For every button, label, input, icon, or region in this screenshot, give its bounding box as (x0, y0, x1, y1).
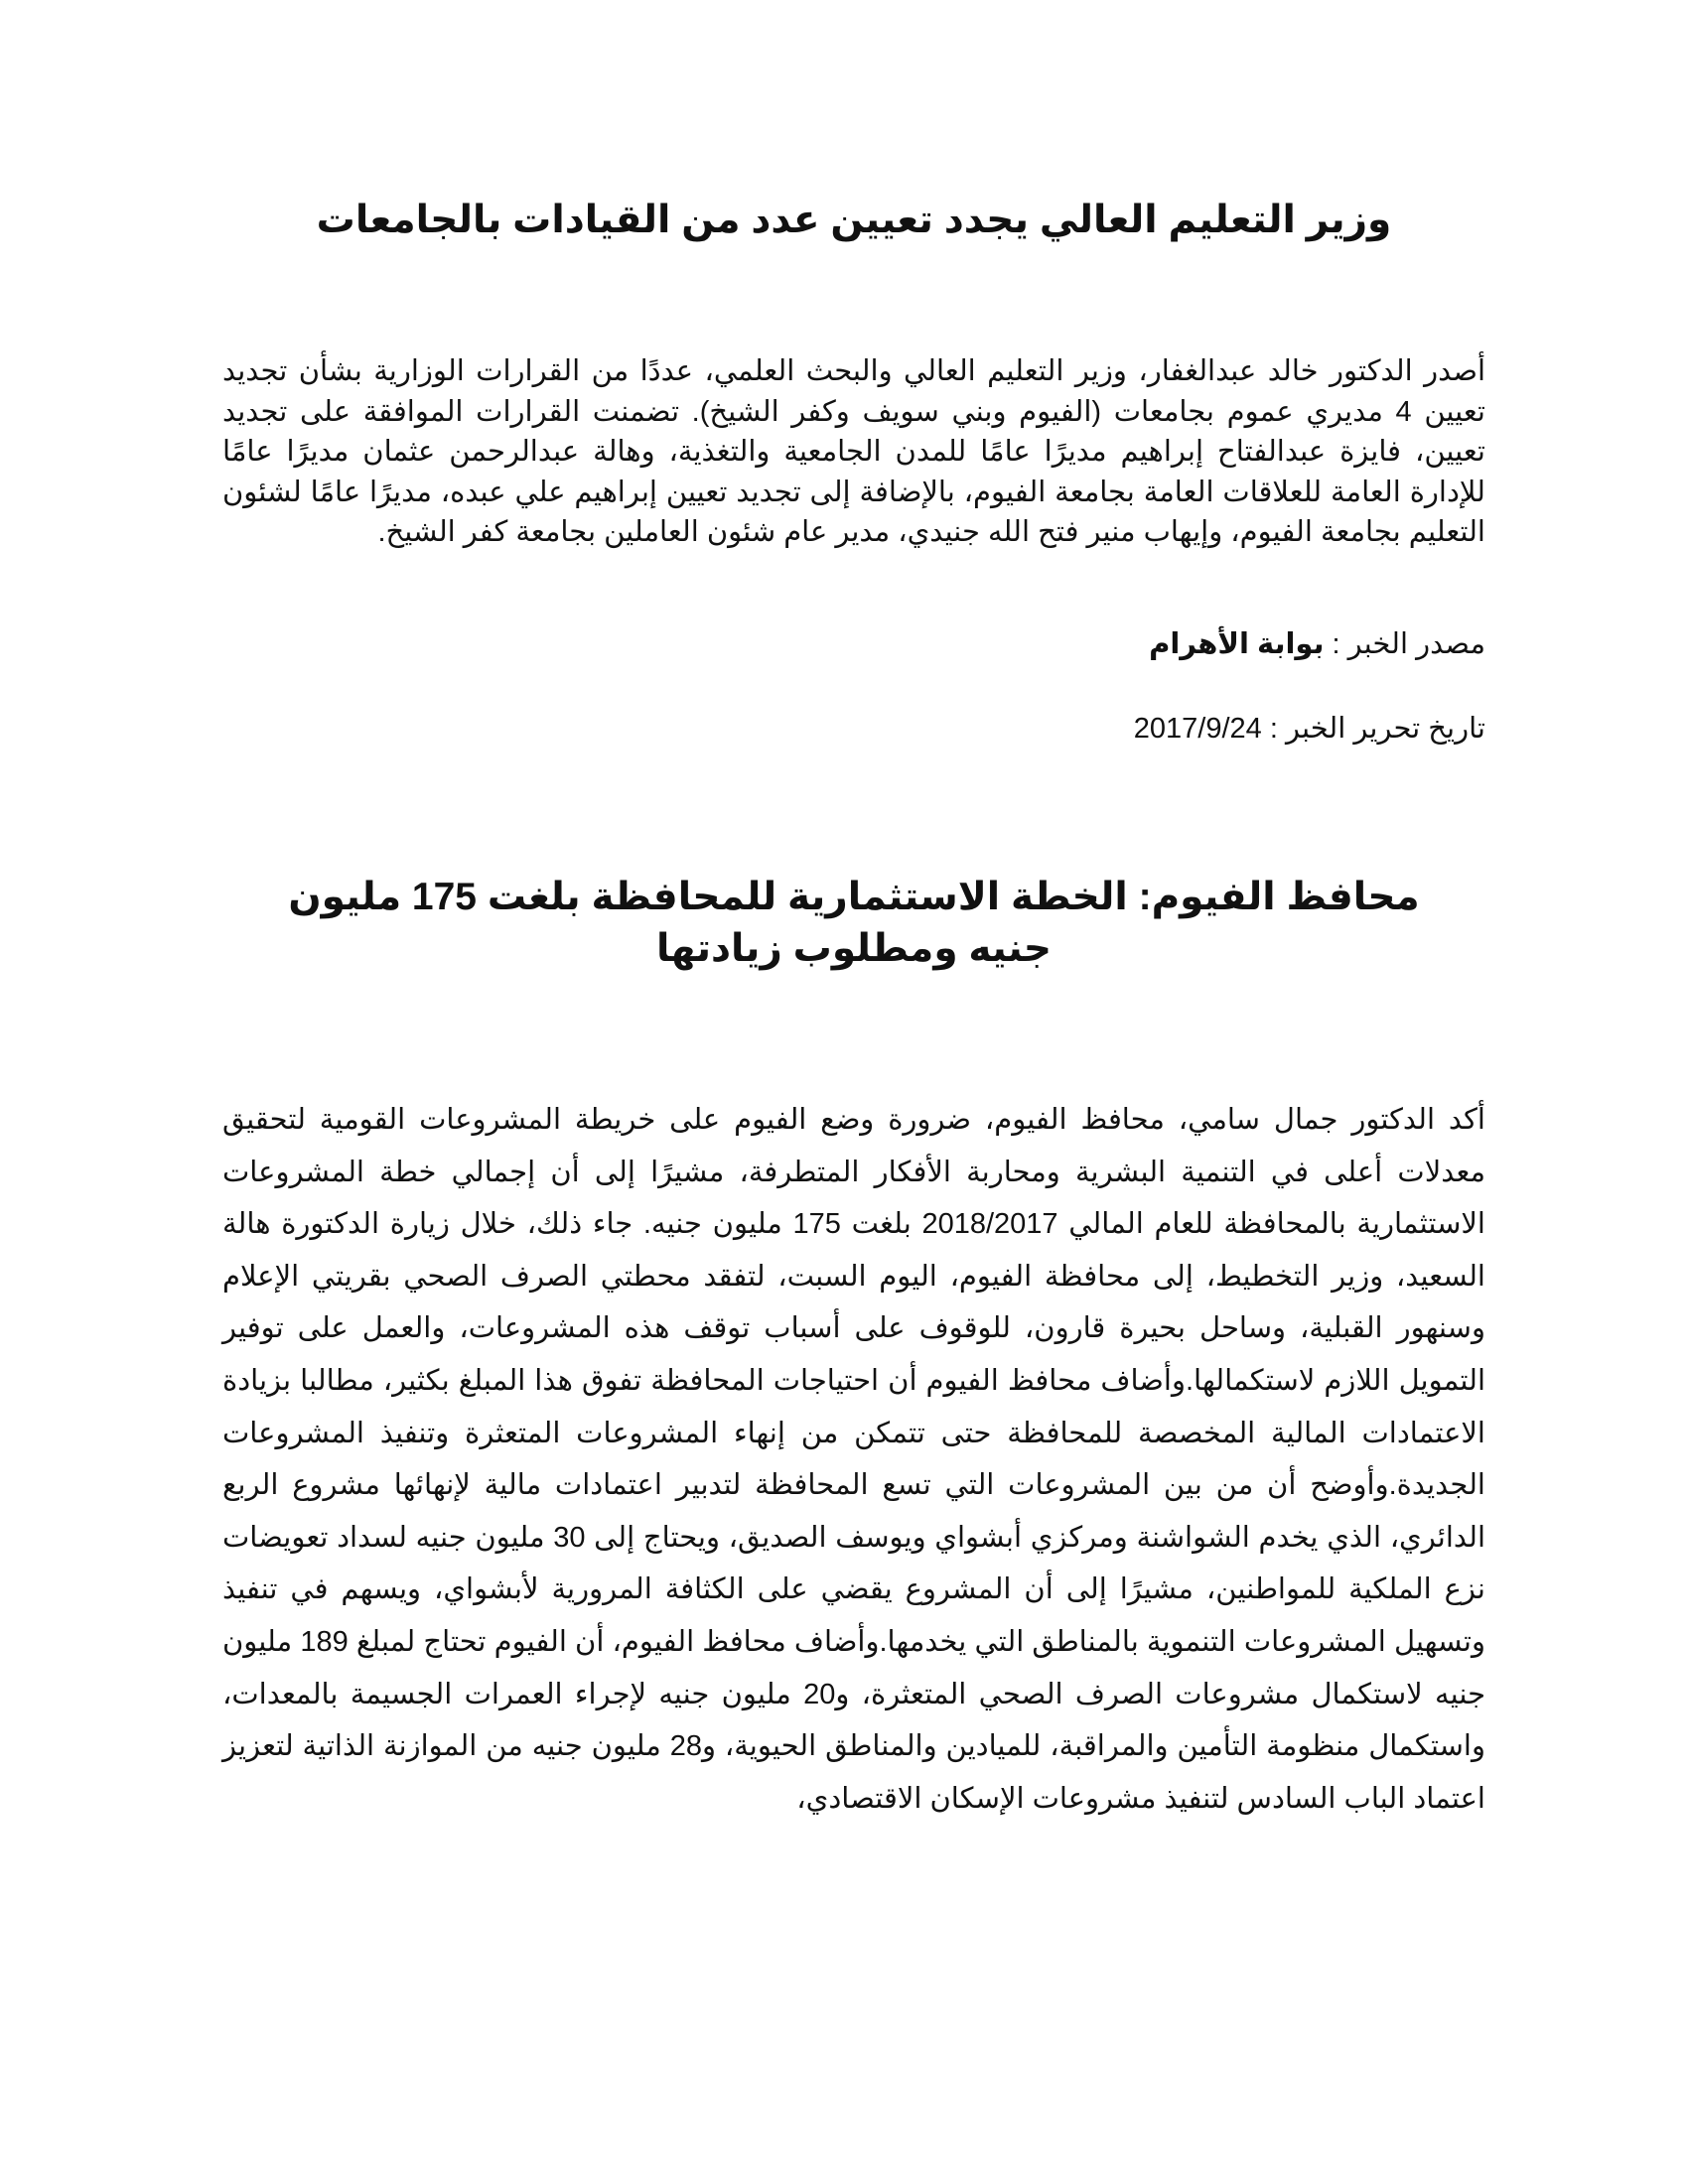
article-headline: وزير التعليم العالي يجدد تعيين عدد من القيادات بالجامعات (316, 199, 1392, 241)
news-source-label: مصدر الخبر : (1324, 628, 1485, 660)
article-body: أكد الدكتور جمال سامي، محافظ الفيوم، ضرورة وضع الفيوم على خريطة المشروعات القومية لتحقيق معدلات أعلى في التنمية البشرية ومحاربة الأفكار المتطرفة، مشيرًا إلى أن إجمالي خطة المشروعات الاستثمارية بالمحافظة للعام المالي 2018/2017 بلغت 175 مليون جنيه. جاء ذلك، خلال زيارة الدكتورة هالة السعيد، وزير التخطيط، إلى محافظة الفيوم، اليوم السبت، لتفقد محطتي الصرف الصحي بقريتي الإعلام وسنهور القبلية، وساحل بحيرة قارون، للوقوف على أسباب توقف هذه المشروعات، والعمل على توفير التمويل اللازم لاستكمالها.وأضاف محافظ الفيوم أن احتياجات المحافظة تفوق هذا المبلغ بكثير، مطالبا بزيادة الاعتمادات المالية المخصصة للمحافظة حتى تتمكن من إنهاء المشروعات المتعثرة وتنفيذ المشروعات الجديدة.وأوضح أن من بين المشروعات التي تسع المحافظة لتدبير اعتمادات مالية لإنهائها مشروع الربع الدائري، الذي يخدم الشواشنة ومركزي أبشواي ويوسف الصديق، ويحتاج إلى 30 مليون جنيه لسداد تعويضات نزع الملكية للمواطنين، مشيرًا إلى أن المشروع يقضي على الكثافة المرورية لأبشواي، ويسهم في تنفيذ وتسهيل المشروعات التنموية بالمناطق التي يخدمها.وأضاف محافظ الفيوم، أن الفيوم تحتاج لمبلغ 189 مليون جنيه لاستكمال مشروعات الصرف الصحي المتعثرة، و20 مليون جنيه لإجراء العمرات الجسيمة بالمعدات، واستكمال منظومة التأمين والمراقبة، للميادين والمناطق الحيوية، و28 مليون جنيه من الموازنة الذاتية لتعزيز اعتماد الباب السادس لتنفيذ مشروعات الإسكان الاقتصادي، (222, 1104, 1485, 1815)
news-article-2 (222, 872, 1485, 1815)
article-body: أصدر الدكتور خالد عبدالغفار، وزير التعليم العالي والبحث العلمي، عددًا من القرارات الوزارية بشأن تجديد تعيين 4 مديري عموم بجامعات (الفيوم وبني سويف وكفر الشيخ). تضمنت القرارات الموافقة على تجديد تعيين، فايزة عبدالفتاح إبراهيم مديرًا عامًا للمدن الجامعية والتغذية، وهالة عبدالرحمن عثمان مديرًا عامًا للإدارة العامة للعلاقات العامة بجامعة الفيوم، بالإضافة إلى تجديد تعيين إبراهيم علي عبده، مديرًا عامًا لشئون التعليم بجامعة الفيوم، وإيهاب منير فتح الله جنيدي، مدير عام شئون العاملين بجامعة كفر الشيخ. (222, 355, 1485, 548)
article-headline: محافظ الفيوم: الخطة الاستثمارية للمحافظة بلغت 175 مليون جنيه ومطلوب زيادتها (288, 876, 1420, 970)
news-article-1 (222, 195, 1485, 745)
news-date-line (222, 711, 1485, 747)
news-source-line (222, 626, 1485, 662)
news-source-value: بوابة الأهرام (1149, 628, 1325, 660)
news-date-value: 2017/9/24 (1133, 713, 1262, 745)
news-date-label: تاريخ تحرير الخبر : (1261, 713, 1485, 745)
